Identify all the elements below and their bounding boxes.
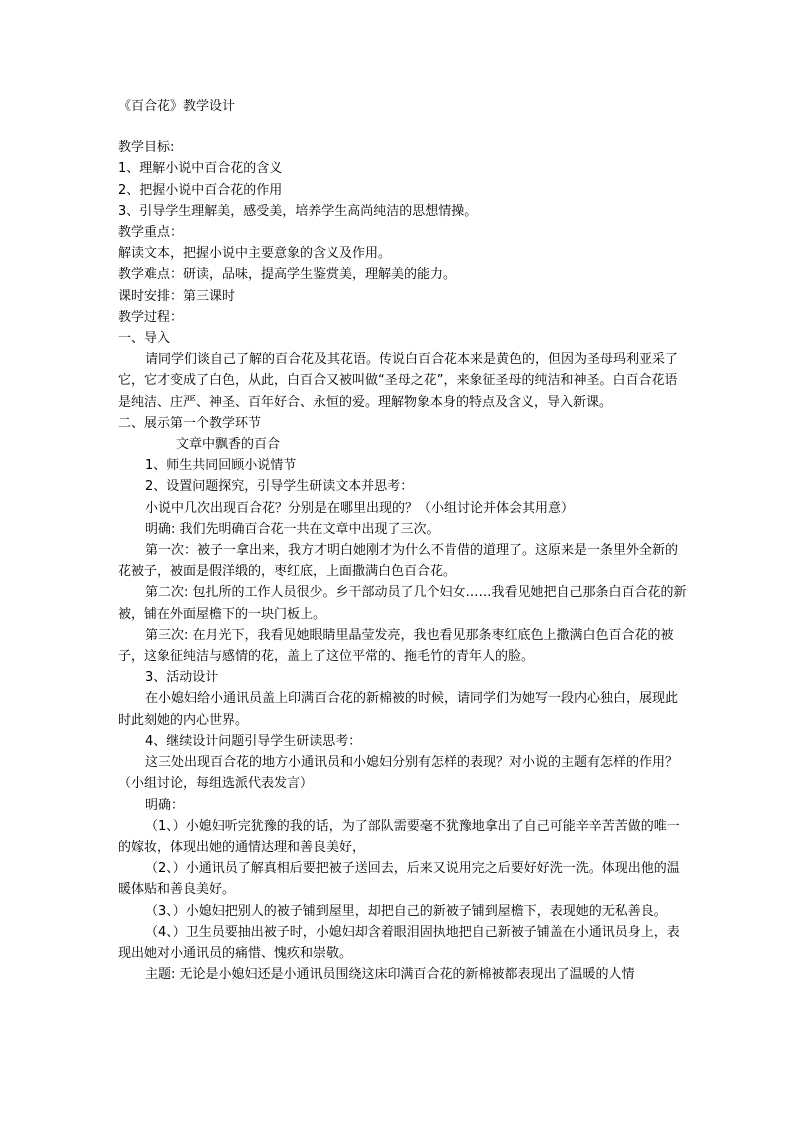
step-1: 1、师生共同回顾小说情节 — [145, 458, 297, 474]
point-2: （2、）小通讯员了解真相后要把被子送回去，后来又说用完之后要好好洗一洗。体现出他的温暖体贴和善良美好。 — [118, 861, 680, 898]
first-occurrence: 第一次：被子一拿出来，我方才明白她刚才为什么不肯借的道理了。这原来是一条里外全新的花被子，被面是假洋缎的，枣红底，上面撒满白色百合花。 — [118, 543, 679, 580]
point-4: （4、）卫生员要抽出被子时，小媳妇却含着眼泪固执地把自己新被子铺盖在小通讯员身上，表现出她对小通讯员的痛惜、愧疚和崇敬。 — [118, 924, 680, 961]
goal-2: 2、把握小说中百合花的作用 — [118, 182, 283, 198]
activity-text: 在小媳妇给小通讯员盖上印满百合花的新棉被的时候，请同学们为她写一段内心独白，展现此时此刻她的内心世界。 — [118, 691, 679, 728]
section-2-title: 二、展示第一个教学环节 — [118, 415, 262, 431]
section-1-title: 一、导入 — [118, 331, 171, 347]
answer-1: 明确: 我们先明确百合花一共在文章中出现了三次。 — [145, 521, 440, 537]
step-3: 3、活动设计 — [145, 670, 219, 686]
teaching-goals-heading: 教学目标: — [118, 140, 175, 156]
point-1: （1、）小媳妇听完犹豫的我的话，为了部队需要毫不犹豫地拿出了自己可能辛辛苦苦做的唯一的嫁妆，体现出她的通情达理和善良美好， — [118, 818, 680, 855]
schedule-text: 课时安排：第三课时 — [118, 288, 236, 304]
question-1: 小说中几次出现百合花？分别是在哪里出现的？（小组讨论并体会其用意） — [145, 500, 575, 516]
goal-3: 3、引导学生理解美，感受美，培养学生高尚纯洁的思想情操。 — [118, 203, 478, 219]
key-points-text: 解读文本，把握小说中主要意象的含义及作用。 — [118, 246, 392, 262]
intro-paragraph: 请同学们谈自己了解的百合花及其花语。传说白百合花本来是黄色的，但因为圣母玛利亚采了它，它才变成了白色，从此，白百合又被叫做“圣母之花”，来象征圣母的纯洁和神圣。白百合花语是纯洁、庄严、神圣、百年好合、永恒的爱。理解物象本身的特点及含义，导入新课。 — [118, 352, 679, 410]
document-page — [118, 96, 690, 985]
answer-2-label: 明确： — [145, 797, 185, 813]
theme-text: 主题: 无论是小媳妇还是小通讯员围绕这床印满百合花的新棉被都表现出了温暖的人情 — [145, 967, 635, 983]
key-points-heading: 教学重点： — [118, 225, 184, 241]
process-heading: 教学过程： — [118, 309, 184, 325]
step-4: 4、继续设计问题引导学生研读思考： — [145, 733, 362, 749]
question-2: 这三处出现百合花的地方小通讯员和小媳妇分别有怎样的表现？对小说的主题有怎样的作用？（小组讨论，每组选派代表发言） — [118, 755, 679, 792]
document-title: 《百合花》教学设计 — [118, 99, 236, 114]
point-3: （3、）小媳妇把别人的被子铺到屋里，却把自己的新被子铺到屋檐下，表现她的无私善良。 — [145, 903, 667, 919]
section-2-subtitle: 文章中飘香的百合 — [176, 437, 281, 453]
third-occurrence: 第三次: 在月光下，我看见她眼睛里晶莹发亮，我也看见那条枣红底色上撒满白色百合花的被子，这象征纯洁与感情的花，盖上了这位平常的、拖毛竹的青年人的脸。 — [118, 627, 674, 665]
step-2: 2、设置问题探究，引导学生研读文本并思考： — [145, 479, 414, 495]
difficulties-text: 教学难点：研读，品味，提高学生鉴赏美，理解美的能力。 — [118, 267, 457, 283]
second-occurrence: 第二次: 包扎所的工作人员很少。乡干部动员了几个妇女……我看见她把自己那条白百合花的新被，铺在外面屋檐下的一块门板上。 — [118, 585, 687, 622]
goal-1: 1、理解小说中百合花的含义 — [118, 161, 283, 177]
